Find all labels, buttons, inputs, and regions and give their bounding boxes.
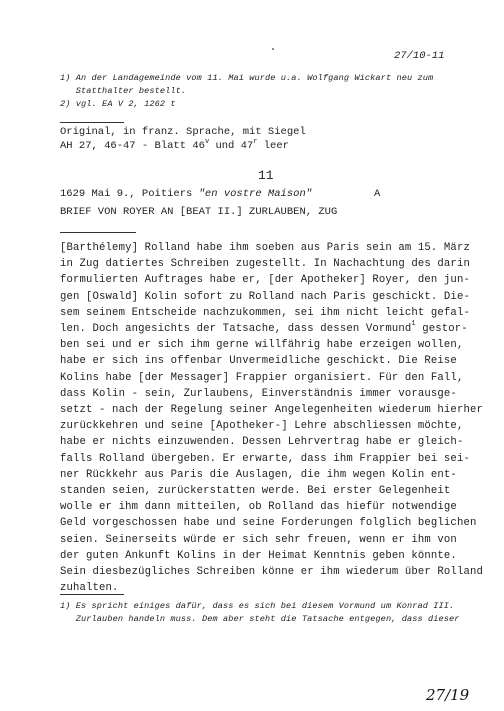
body-line: [Barthélemy] Rolland habe ihm soeben aus Paris sein am 15. März: [60, 242, 470, 254]
body-line: dass Kolin - sein, Zurlaubens, Einverständnis immer vorausge-: [60, 387, 457, 400]
body-line: falls Rolland übergeben. Er erwarte, dass ihm Frappier bei sei-: [60, 452, 470, 465]
footnote-1-line1: 1) An der Landagemeinde vom 11. Mai wurde u.a. Wolfgang Wickart neu zum: [60, 73, 434, 83]
body-line: Sein diesbezügliches Schreiben könne er ihm wiederum über Rolland: [60, 566, 483, 578]
body-line: formulierten Auftrages habe er, [der Apotheker] Royer, den jun-: [60, 274, 470, 287]
page-reference: 27/10-11: [394, 50, 445, 62]
body-line: in Zug datiertes Schreiben zugestellt. In Nachachtung des darin: [60, 258, 470, 271]
body-line: seien. Seinerseits würde er sich sehr freuen, wenn er ihm von: [60, 533, 457, 546]
footnote-ref: 1: [411, 320, 416, 329]
body-line: zurückkehren und seine [Apotheker-] Lehre abschliessen möchte,: [60, 420, 464, 433]
body-line: der guten Ankunft Kolins in der Heimat Kenntnis geben könnte.: [60, 549, 457, 562]
document-marker: A: [374, 188, 381, 200]
body-line: zuhalten.: [60, 582, 119, 595]
bottom-footnote-line2: Zurlauben handeln muss. Dem aber steht die Tatsache entgegen, dass dieser: [60, 614, 460, 624]
footnote-2: 2) vgl. EA V 2, 1262 t: [60, 99, 176, 109]
handwritten-page-number: 27/19: [426, 686, 470, 704]
body-line: len. Doch angesichts der Tatsache, dass dessen Vormund$^1$ gestor-: [60, 320, 468, 335]
heading-separator: [60, 232, 136, 233]
scan-speck: [272, 48, 274, 50]
bottom-footnote-line1: 1) Es spricht einiges dafür, dass es sich bei diesem Vormund um Konrad III.: [60, 601, 455, 611]
bottom-footnote-separator: [60, 594, 124, 595]
source-note-line2: AH 27, 46-47 - Blatt 46$^v$ und 47$^r$ leer: [60, 137, 289, 152]
body-line: ben sei und er sich ihm gerne willfährig habe erzeigen wollen,: [60, 339, 464, 352]
source-note-line1: Original, in franz. Sprache, mit Siegel: [60, 126, 306, 138]
body-line: gen [Oswald] Kolin sofort zu Rolland nach Paris geschickt. Die-: [60, 290, 470, 303]
document-number: 11: [258, 168, 274, 183]
document-heading: BRIEF VON ROYER AN [BEAT II.] ZURLAUBEN, ZUG: [60, 206, 338, 218]
body-line: sem seinem Entscheide nachzukommen, sei ihm nicht leicht gefal-: [60, 306, 470, 319]
body-line: setzt - nach der Regelung seiner Angelegenheiten wiederum hierher: [60, 404, 483, 416]
body-line: habe er nichts einzuwenden. Dessen Lehrvertrag habe er gleich-: [60, 436, 464, 449]
date-place-line: 1629 Mai 9., Poitiers "en vostre Maison": [60, 188, 313, 200]
body-line: habe er sich ins offenbar Unvermeidliche geschickt. Die Reise: [60, 355, 457, 368]
footnote-separator: [60, 122, 124, 123]
footnote-1-line2: Statthalter bestellt.: [60, 86, 187, 96]
body-line: wolle er ihm dann mitteilen, ob Rolland das hiefür notwendige: [60, 501, 457, 514]
body-line: standen seien, zurückerstatten werde. Bei erster Gelegenheit: [60, 485, 451, 497]
body-line: Geld vorgeschossen habe und seine Forderungen folglich beglichen: [60, 517, 477, 530]
body-line: Kolins habe [der Messager] Frappier organisiert. Für den Fall,: [60, 371, 464, 384]
body-line: ner Rückkehr aus Paris die Auslagen, die ihm wegen Kolin ent-: [60, 468, 457, 481]
